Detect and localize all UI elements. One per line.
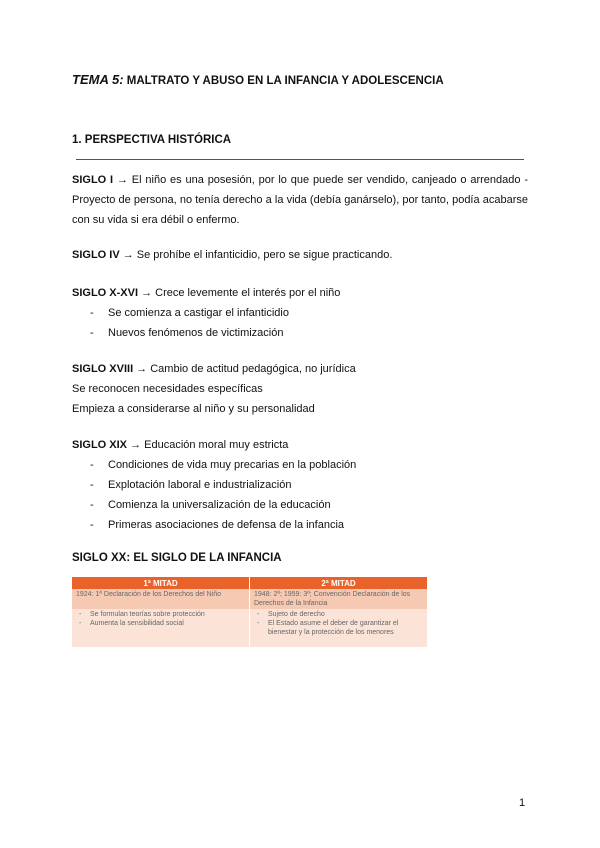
table-row	[72, 609, 427, 647]
siglo-xix-text: → Educación moral muy estricta	[127, 439, 289, 451]
table-cell: 1924: 1ª Declaración de los Derechos del Niño	[72, 589, 250, 609]
list-item: - Comienza la universalización de la educación	[72, 495, 528, 515]
siglo-i-label: SIGLO I	[72, 174, 114, 186]
siglo-x-xvi-list	[72, 303, 528, 343]
siglo-xix-label: SIGLO XIX	[72, 439, 128, 451]
siglo-iv-text: → Se prohíbe el infanticidio, pero se sigue practicando.	[119, 249, 393, 261]
siglo-x-xvi-label: SIGLO X-XVI	[72, 287, 139, 299]
table-header-second-half: 2ª MITAD	[250, 577, 428, 589]
table-cell: 1948: 2ª; 1959: 3ª; Convención Declaración de los Derechos de la Infancia	[250, 589, 428, 609]
list-item: - Nuevos fenómenos de victimización	[72, 323, 528, 343]
siglo-i-paragraph	[72, 170, 528, 230]
list-item: - Aumenta la sensibilidad social	[76, 619, 245, 628]
page-number: 1	[519, 797, 526, 809]
table-header-first-half: 1ª MITAD	[72, 577, 250, 589]
siglo-xviii-paragraph	[72, 359, 528, 419]
siglo-xx-heading: SIGLO XX: EL SIGLO DE LA INFANCIA	[72, 552, 282, 564]
siglo-xviii-text: → Cambio de actitud pedagógica, no jurídica	[133, 363, 356, 375]
siglo-iv-paragraph	[72, 245, 528, 265]
list-item: - Se comienza a castigar el infanticidio	[72, 303, 528, 323]
list-item: - El Estado asume el deber de garantizar el bienestar y la protección de los menores	[254, 619, 423, 637]
siglo-iv-label: SIGLO IV	[72, 249, 120, 261]
siglo-xix-list	[72, 455, 528, 535]
siglo-x-xvi-paragraph	[72, 283, 528, 343]
siglo-xviii-line: Se reconocen necesidades específicas	[72, 383, 263, 395]
table-row	[72, 589, 427, 609]
document-title	[72, 72, 444, 87]
list-item: - Condiciones de vida muy precarias en la población	[72, 455, 528, 475]
siglo-i-text: → El niño es una posesión, por lo que puede ser vendido, canjeado o arrendado - Proyecto de persona, no tenía derecho a la vida (debía ganárselo), por tanto, podía acabarse con su vida si era débil o enfermo.	[72, 174, 528, 226]
siglo-xix-paragraph	[72, 435, 528, 535]
table-cell	[72, 609, 250, 647]
title-text: MALTRATO Y ABUSO EN LA INFANCIA Y ADOLESCENCIA	[126, 75, 444, 87]
list-item: - Sujeto de derecho	[254, 610, 423, 619]
list-item: - Se formulan teorías sobre protección	[76, 610, 245, 619]
divider	[76, 159, 524, 160]
siglo-xviii-label: SIGLO XVIII	[72, 363, 134, 375]
list-item: - Explotación laboral e industrialización	[72, 475, 528, 495]
siglo-xx-table	[72, 577, 427, 647]
list-item: - Primeras asociaciones de defensa de la infancia	[72, 515, 528, 535]
table-cell	[250, 609, 428, 647]
siglo-xviii-line: Empieza a considerarse al niño y su personalidad	[72, 403, 315, 415]
tema-label: TEMA 5:	[72, 72, 124, 87]
section-heading: 1. PERSPECTIVA HISTÓRICA	[72, 134, 232, 146]
siglo-x-xvi-text: → Crece levemente el interés por el niño	[138, 287, 341, 299]
